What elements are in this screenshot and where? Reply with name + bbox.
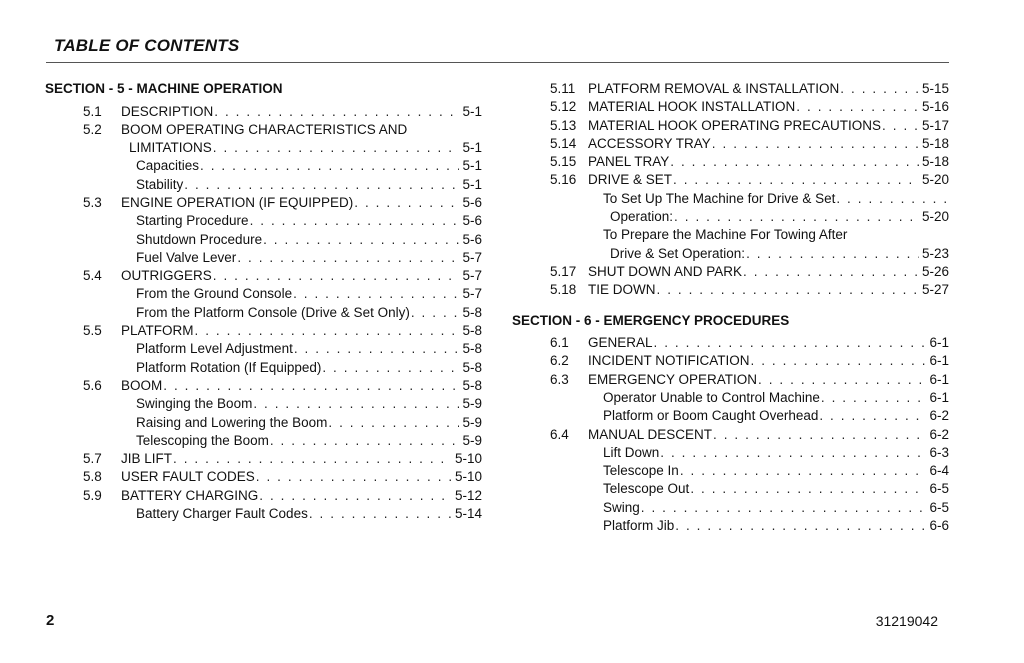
dot-leader (250, 212, 460, 230)
toc-entry-number: 6.4 (550, 426, 569, 442)
toc-entry-page: 5-7 (462, 268, 482, 284)
toc-entry-page: 6-1 (929, 371, 949, 387)
toc-entry-title: Telescoping the Boom (136, 432, 269, 448)
toc-entry-page: 5-12 (454, 487, 482, 503)
toc-entry-page: 5-27 (921, 282, 949, 298)
toc-entry-title: LIMITATIONS (129, 140, 212, 156)
toc-entry-page: 5-6 (462, 194, 482, 210)
toc-entry-page: 6-3 (929, 444, 949, 460)
toc-entry-page: 6-2 (929, 426, 949, 442)
toc-entry-title: USER FAULT CODES (121, 469, 255, 485)
toc-entry[interactable] (512, 171, 949, 189)
toc-entry-list (45, 103, 482, 524)
toc-entry-title: BOOM (121, 377, 163, 393)
dot-leader (660, 444, 926, 462)
toc-entry-page: 6-6 (929, 518, 949, 534)
toc-entry-title: MATERIAL HOOK INSTALLATION (588, 99, 796, 115)
toc-entry-title: Raising and Lowering the Boom (136, 414, 328, 430)
toc-entry-page: 5-10 (454, 469, 482, 485)
toc-entry-page: 5-8 (462, 341, 482, 357)
toc-entry-page: 6-2 (929, 408, 949, 424)
toc-entry-title: Operator Unable to Control Machine (603, 389, 820, 405)
toc-entry-number: 5.13 (550, 117, 577, 133)
toc-entry-number: 6.1 (550, 335, 569, 351)
dot-leader (758, 371, 926, 389)
toc-entry-title: GENERAL (588, 335, 653, 351)
toc-entry-title: BOOM OPERATING CHARACTERISTICS AND (121, 121, 408, 137)
toc-entry-page: 5-8 (462, 377, 482, 393)
dot-leader (309, 505, 452, 523)
toc-entry[interactable] (512, 499, 949, 517)
toc-entry[interactable] (45, 121, 482, 139)
toc-entry[interactable] (45, 212, 482, 230)
toc-entry[interactable] (45, 249, 482, 267)
toc-entry-number: 6.2 (550, 353, 569, 369)
dot-leader (322, 359, 459, 377)
toc-entry[interactable] (45, 103, 482, 121)
toc-entry-page: 5-23 (921, 245, 949, 261)
toc-entry[interactable] (512, 263, 949, 281)
toc-entry-title: Drive & Set Operation: (610, 245, 746, 261)
dot-leader (256, 468, 452, 486)
section-heading: SECTION - 6 - EMERGENCY PROCEDURES (512, 312, 790, 328)
toc-entry[interactable] (45, 359, 482, 377)
toc-entry[interactable] (512, 117, 949, 135)
toc-entry[interactable] (512, 389, 949, 407)
toc-entry-page: 5-7 (462, 286, 482, 302)
toc-entry[interactable] (512, 480, 949, 498)
toc-entry-number: 5.5 (83, 323, 102, 339)
toc-entry-title: To Set Up The Machine for Drive & Set (603, 190, 836, 206)
dot-leader (213, 267, 460, 285)
toc-entry-number: 5.7 (83, 451, 102, 467)
toc-entry-number: 5.6 (83, 377, 102, 393)
toc-entry-number: 5.8 (83, 469, 102, 485)
toc-entry[interactable] (45, 194, 482, 212)
toc-left-column (45, 80, 482, 523)
toc-entry-page: 6-5 (929, 481, 949, 497)
toc-entry-page: 5-8 (462, 323, 482, 339)
dot-leader (263, 231, 459, 249)
toc-entry-title: PANEL TRAY (588, 154, 670, 170)
toc-entry-number: 5.1 (83, 103, 102, 119)
toc-entry-title: From the Ground Console (136, 286, 293, 302)
toc-entry-page: 5-15 (921, 81, 949, 96)
toc-entry[interactable] (45, 139, 482, 157)
toc-entry[interactable] (45, 505, 482, 523)
toc-entry-page: 5-1 (462, 103, 482, 119)
header-rule (46, 62, 949, 63)
dot-leader (713, 426, 926, 444)
toc-entry-title: Platform Level Adjustment (136, 341, 293, 357)
toc-entry-page: 5-1 (462, 158, 482, 174)
dot-leader (751, 352, 927, 370)
toc-entry[interactable] (45, 395, 482, 413)
toc-entry-page: 5-16 (921, 99, 949, 115)
toc-entry[interactable] (512, 245, 949, 263)
dot-leader (670, 153, 919, 171)
toc-entry-page: 5-18 (921, 135, 949, 151)
dot-leader (821, 389, 927, 407)
toc-entry-number: 5.18 (550, 282, 577, 298)
toc-entry[interactable] (512, 352, 949, 370)
dot-leader (657, 281, 919, 299)
toc-right-column (512, 80, 949, 535)
toc-entry[interactable] (45, 176, 482, 194)
toc-entry[interactable] (45, 231, 482, 249)
toc-entry-title: Starting Procedure (136, 213, 249, 229)
toc-entry-title: SHUT DOWN AND PARK (588, 263, 743, 279)
toc-entry-title: JIB LIFT (121, 451, 173, 467)
toc-entry-title: ENGINE OPERATION (IF EQUIPPED) (121, 194, 354, 210)
toc-entry[interactable] (512, 208, 949, 226)
toc-header-title: TABLE OF CONTENTS (54, 36, 240, 55)
toc-entry[interactable] (512, 190, 949, 208)
toc-entry-page: 6-1 (929, 389, 949, 405)
toc-entry[interactable] (45, 468, 482, 486)
dot-leader (195, 322, 460, 340)
toc-entry[interactable] (45, 322, 482, 340)
toc-entry[interactable] (512, 153, 949, 171)
dot-leader (674, 208, 919, 226)
toc-entry-page: 5-6 (462, 213, 482, 229)
toc-entry-number: 5.11 (550, 81, 576, 96)
toc-entry[interactable] (45, 340, 482, 358)
toc-entry-title: Swinging the Boom (136, 396, 253, 412)
toc-entry-title: ACCESSORY TRAY (588, 135, 711, 151)
toc-entry[interactable] (512, 462, 949, 480)
dot-leader (173, 450, 452, 468)
toc-entry[interactable] (45, 414, 482, 432)
toc-entry-number: 5.17 (550, 263, 577, 279)
toc-entry[interactable] (45, 157, 482, 175)
toc-entry-page: 5-1 (462, 140, 482, 156)
toc-entry[interactable] (512, 98, 949, 116)
toc-entry-number: 5.9 (83, 487, 102, 503)
toc-entry[interactable] (45, 285, 482, 303)
toc-entry-page: 5-14 (454, 506, 482, 522)
dot-leader (294, 340, 460, 358)
dot-leader (200, 157, 459, 175)
toc-entry-page: 5-1 (462, 176, 482, 192)
dot-leader (690, 480, 926, 498)
toc-entry-title: Platform Rotation (If Equipped) (136, 359, 322, 375)
toc-entry[interactable] (45, 304, 482, 322)
toc-entry-title: MATERIAL HOOK OPERATING PRECAUTIONS (588, 117, 882, 133)
toc-entry-page: 5-20 (921, 172, 949, 188)
dot-leader (882, 117, 919, 135)
dot-leader (163, 377, 459, 395)
toc-entry-title: EMERGENCY OPERATION (588, 371, 758, 387)
toc-entry-title: DRIVE & SET (588, 172, 673, 188)
toc-entry-number: 6.3 (550, 371, 569, 387)
dot-leader (214, 103, 459, 121)
toc-entry-number: 5.3 (83, 194, 102, 210)
toc-entry-title: Telescope In (603, 463, 679, 479)
toc-entry-page: 5-20 (921, 209, 949, 225)
dot-leader (270, 432, 460, 450)
toc-entry-page: 5-9 (462, 414, 482, 430)
toc-entry-title: Shutdown Procedure (136, 231, 263, 247)
toc-entry-title: To Prepare the Machine For Towing After (603, 227, 848, 243)
dot-leader (411, 304, 460, 322)
dot-leader (743, 263, 919, 281)
toc-entry-title: Stability (136, 176, 184, 192)
toc-entry[interactable] (512, 371, 949, 389)
toc-entry-number: 5.4 (83, 268, 102, 284)
dot-leader (836, 190, 949, 208)
toc-entry-page: 5-6 (462, 231, 482, 247)
footer-page-number: 2 (46, 612, 55, 629)
toc-entry-title: OUTRIGGERS (121, 268, 212, 284)
toc-entry[interactable] (45, 377, 482, 395)
toc-entry-page: 5-9 (462, 432, 482, 448)
toc-entry[interactable] (512, 407, 949, 425)
toc-entry-title: Battery Charger Fault Codes (136, 506, 308, 522)
toc-entry-page: 5-9 (462, 396, 482, 412)
dot-leader (654, 334, 927, 352)
toc-entry-title: Fuel Valve Lever (136, 249, 237, 265)
toc-entry-page: 6-1 (929, 353, 949, 369)
dot-leader (673, 171, 919, 189)
dot-leader (641, 499, 927, 517)
toc-entry-title: Telescope Out (603, 481, 690, 497)
toc-entry[interactable] (512, 444, 949, 462)
toc-entry-page: 5-8 (462, 359, 482, 375)
toc-entry-page: 5-10 (454, 451, 482, 467)
dot-leader (675, 517, 926, 535)
toc-entry-title: Swing (603, 499, 640, 515)
toc-entry-page: 5-7 (462, 249, 482, 265)
toc-entry-number: 5.14 (550, 135, 577, 151)
dot-leader (354, 194, 459, 212)
toc-entry-page: 5-8 (462, 304, 482, 320)
toc-entry-page: 6-4 (929, 463, 949, 479)
toc-entry[interactable] (45, 267, 482, 285)
dot-leader (184, 176, 459, 194)
dot-leader (253, 395, 459, 413)
toc-entry-page: 6-5 (929, 499, 949, 515)
toc-entry-title: Lift Down (603, 444, 660, 460)
toc-entry-page: 5-26 (921, 263, 949, 279)
toc-entry-number: 5.2 (83, 121, 102, 137)
dot-leader (840, 80, 919, 98)
dot-leader (213, 139, 460, 157)
toc-entry-title: Platform or Boom Caught Overhead (603, 408, 819, 424)
toc-entry-list (512, 334, 949, 535)
toc-entry-title: MANUAL DESCENT (588, 426, 713, 442)
toc-entry[interactable] (512, 80, 949, 98)
toc-entry-title: PLATFORM (121, 323, 194, 339)
toc-entry-title: INCIDENT NOTIFICATION (588, 353, 750, 369)
toc-entry-page: 5-18 (921, 154, 949, 170)
footer-doc-number: 31219042 (875, 613, 938, 629)
dot-leader (237, 249, 459, 267)
toc-entry[interactable] (45, 450, 482, 468)
toc-entry-title: PLATFORM REMOVAL & INSTALLATION (588, 81, 840, 96)
dot-leader (680, 462, 927, 480)
dot-leader (746, 245, 919, 263)
toc-entry-number: 5.16 (550, 172, 577, 188)
toc-entry-list (512, 80, 949, 300)
dot-leader (796, 98, 919, 116)
toc-entry[interactable] (512, 135, 949, 153)
toc-entry[interactable] (45, 432, 482, 450)
dot-leader (712, 135, 919, 153)
toc-entry-number: 5.15 (550, 154, 577, 170)
toc-entry-title: Platform Jib (603, 518, 675, 534)
toc-entry[interactable] (512, 226, 949, 244)
toc-entry-title: From the Platform Console (Drive & Set Only) (136, 304, 410, 320)
toc-entry[interactable] (45, 487, 482, 505)
dot-leader (819, 407, 926, 425)
toc-entry[interactable] (512, 281, 949, 299)
toc-entry-page: 6-1 (929, 335, 949, 351)
toc-entry-title: BATTERY CHARGING (121, 487, 259, 503)
toc-entry[interactable] (512, 426, 949, 444)
toc-entry-title: DESCRIPTION (121, 103, 214, 119)
toc-entry-title: Operation: (610, 209, 674, 225)
toc-entry-title: Capacities (136, 158, 200, 174)
toc-entry-page: 5-17 (921, 117, 949, 133)
dot-leader (293, 285, 459, 303)
toc-entry-number: 5.12 (550, 99, 577, 115)
toc-entry[interactable] (512, 517, 949, 535)
dot-leader (328, 414, 459, 432)
toc-entry[interactable] (512, 334, 949, 352)
dot-leader (259, 487, 452, 505)
toc-entry-title: TIE DOWN (588, 282, 656, 298)
section-heading: SECTION - 5 - MACHINE OPERATION (45, 81, 283, 96)
